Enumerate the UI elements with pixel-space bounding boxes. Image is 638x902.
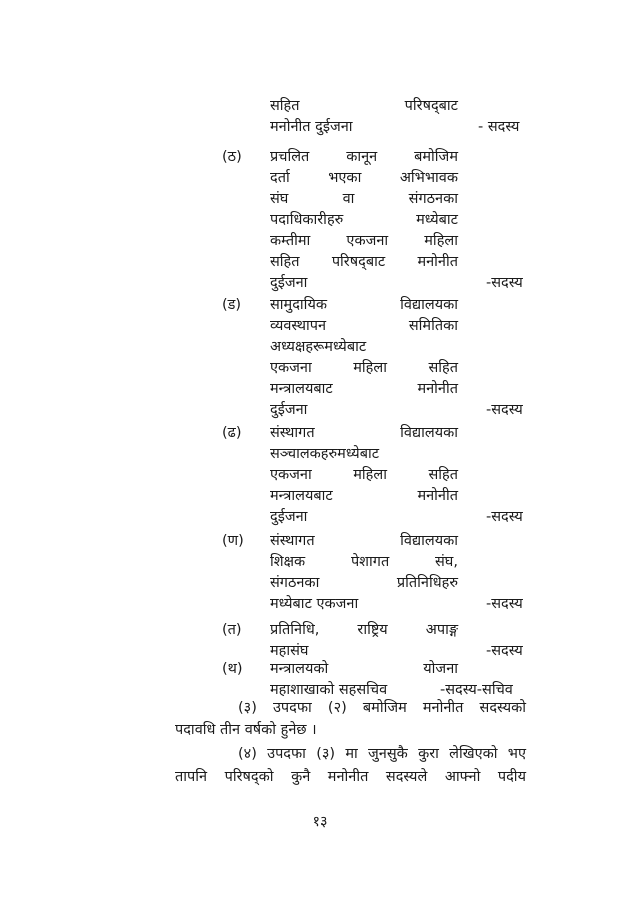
- word: महाशाखाको सहसचिव: [270, 682, 388, 698]
- word: राष्ट्रिय: [357, 622, 388, 638]
- word: परिषद्‌को: [224, 769, 274, 785]
- clause-label: (ठ): [222, 149, 242, 165]
- text-line: [270, 400, 307, 420]
- word: दुईजना: [270, 275, 308, 291]
- word: मध्येबाट एकजना: [270, 596, 359, 612]
- word: विद्यालयका: [400, 425, 458, 441]
- word: सहित: [428, 360, 458, 376]
- word: प्रतिनिधि,: [270, 622, 320, 638]
- word: सहित: [270, 254, 300, 270]
- word: संस्थागत: [270, 533, 315, 549]
- text-line: [270, 252, 458, 272]
- word: बमोजिम: [414, 149, 458, 165]
- word: पदीय: [497, 769, 526, 785]
- word: मध्येबाट: [416, 212, 458, 228]
- text-line: [270, 444, 379, 464]
- word: संघ,: [435, 554, 458, 570]
- text-line: [270, 620, 458, 640]
- word: समितिका: [408, 318, 458, 334]
- word: मन्त्रालयको: [270, 661, 329, 677]
- member-role: -सदस्य-सचिव: [440, 682, 513, 698]
- word: एकजना: [270, 360, 312, 376]
- word: योजना: [423, 661, 458, 677]
- clause-label: (ण): [222, 533, 244, 549]
- word: मनोनीत: [417, 254, 458, 270]
- word: कानून: [346, 149, 378, 165]
- text-line: [270, 552, 458, 572]
- word: शिक्षक: [270, 554, 306, 570]
- word: संस्थागत: [270, 425, 315, 441]
- word: दुईजना: [270, 509, 308, 525]
- text-line: [270, 210, 458, 230]
- text-line: [238, 744, 526, 764]
- word: उपदफा: [272, 700, 312, 716]
- word: कुनै: [291, 769, 311, 785]
- text-line: [270, 486, 458, 506]
- member-role: -सदस्य: [486, 596, 523, 612]
- word: (३): [316, 746, 336, 762]
- word: महासंघ: [270, 643, 309, 659]
- word: मा: [345, 746, 358, 762]
- word: मन्त्रालयबाट: [270, 381, 333, 397]
- word: बमोजिम: [362, 700, 407, 716]
- word: विद्यालयका: [400, 533, 458, 549]
- text-line: [270, 358, 458, 378]
- text-line: [270, 594, 358, 614]
- text-line: [270, 168, 458, 188]
- text-line: [270, 189, 458, 209]
- word: विद्यालयका: [400, 297, 458, 313]
- word: दुईजना: [270, 402, 308, 418]
- word: महिला: [353, 467, 387, 483]
- word: मनोनीत: [417, 381, 458, 397]
- text-line: [175, 767, 526, 787]
- text-line: [270, 295, 458, 315]
- member-role: -सदस्य: [486, 643, 523, 659]
- word: वा: [342, 191, 355, 207]
- word: मनोनीत: [422, 700, 464, 716]
- word: पदाधिकारीहरु: [270, 212, 344, 228]
- word: सामुदायिक: [270, 297, 327, 313]
- word: (३): [238, 700, 257, 716]
- word: संघ: [270, 191, 289, 207]
- page-number: १३: [312, 814, 328, 830]
- text-line: [270, 147, 458, 167]
- word: (२): [327, 700, 347, 716]
- word: जुनसुकै: [368, 746, 408, 762]
- word: कम्तीमा: [270, 233, 311, 249]
- word: मनोनीत दुईजना: [270, 119, 353, 135]
- word: परिषद्‌बाट: [331, 254, 386, 270]
- text-line: [270, 337, 366, 357]
- word: प्रचलित: [270, 149, 310, 165]
- word: उपदफा: [267, 746, 306, 762]
- text-line: [270, 465, 458, 485]
- word: अपाङ्ग: [425, 622, 458, 638]
- word: मनोनीत: [327, 769, 369, 785]
- word: अभिभावक: [399, 170, 458, 186]
- text-line: [270, 659, 458, 679]
- paragraph-line: पदावधि तीन वर्षको हुनेछ ।: [175, 722, 317, 738]
- word: (४): [238, 746, 257, 762]
- text-line: [270, 641, 309, 661]
- word: संगठनका: [270, 575, 320, 591]
- member-role: -सदस्य: [486, 402, 523, 418]
- word: संगठनका: [408, 191, 458, 207]
- word: सहित: [270, 98, 300, 114]
- word: अध्यक्षहरूमध्येबाट: [270, 339, 367, 355]
- text-line: [270, 423, 458, 443]
- text-line: [270, 117, 353, 137]
- word: सञ्चालकहरुमध्येबाट: [270, 446, 380, 462]
- clause-label: (थ): [222, 661, 243, 677]
- word: भएका: [328, 170, 362, 186]
- word: मन्त्रालयबाट: [270, 488, 333, 504]
- text-line: [238, 698, 526, 718]
- word: आफ्नो: [444, 769, 481, 785]
- text-line: [270, 531, 458, 551]
- word: मनोनीत: [417, 488, 458, 504]
- word: पेशागत: [350, 554, 390, 570]
- text-line: [270, 573, 458, 593]
- clause-label: (ढ): [222, 425, 242, 441]
- text-line: [270, 680, 387, 700]
- text-line: [270, 507, 307, 527]
- word: दर्ता: [270, 170, 290, 186]
- word: तापनि: [175, 769, 208, 785]
- clause-label: (ड): [222, 297, 242, 313]
- member-role: - सदस्य: [478, 119, 520, 135]
- member-role: -सदस्य: [486, 509, 523, 525]
- text-line: [270, 379, 458, 399]
- word: परिषद्‌बाट: [404, 98, 458, 114]
- text-line: [270, 231, 458, 251]
- text-line: [270, 273, 307, 293]
- word: सहित: [428, 467, 458, 483]
- text-line: [270, 96, 458, 116]
- word: एकजना: [270, 467, 312, 483]
- word: महिला: [424, 233, 458, 249]
- word: प्रतिनिधिहरु: [396, 575, 458, 591]
- clause-label: (त): [222, 622, 242, 638]
- word: एकजना: [346, 233, 389, 249]
- word: लेखिएको: [449, 746, 498, 762]
- word: महिला: [353, 360, 387, 376]
- word: सदस्यको: [479, 700, 526, 716]
- word: कुरा: [418, 746, 439, 762]
- word: सदस्यले: [385, 769, 428, 785]
- word: भए: [507, 746, 526, 762]
- text-line: [270, 316, 458, 336]
- member-role: -सदस्य: [486, 275, 523, 291]
- word: व्यवस्थापन: [270, 318, 327, 334]
